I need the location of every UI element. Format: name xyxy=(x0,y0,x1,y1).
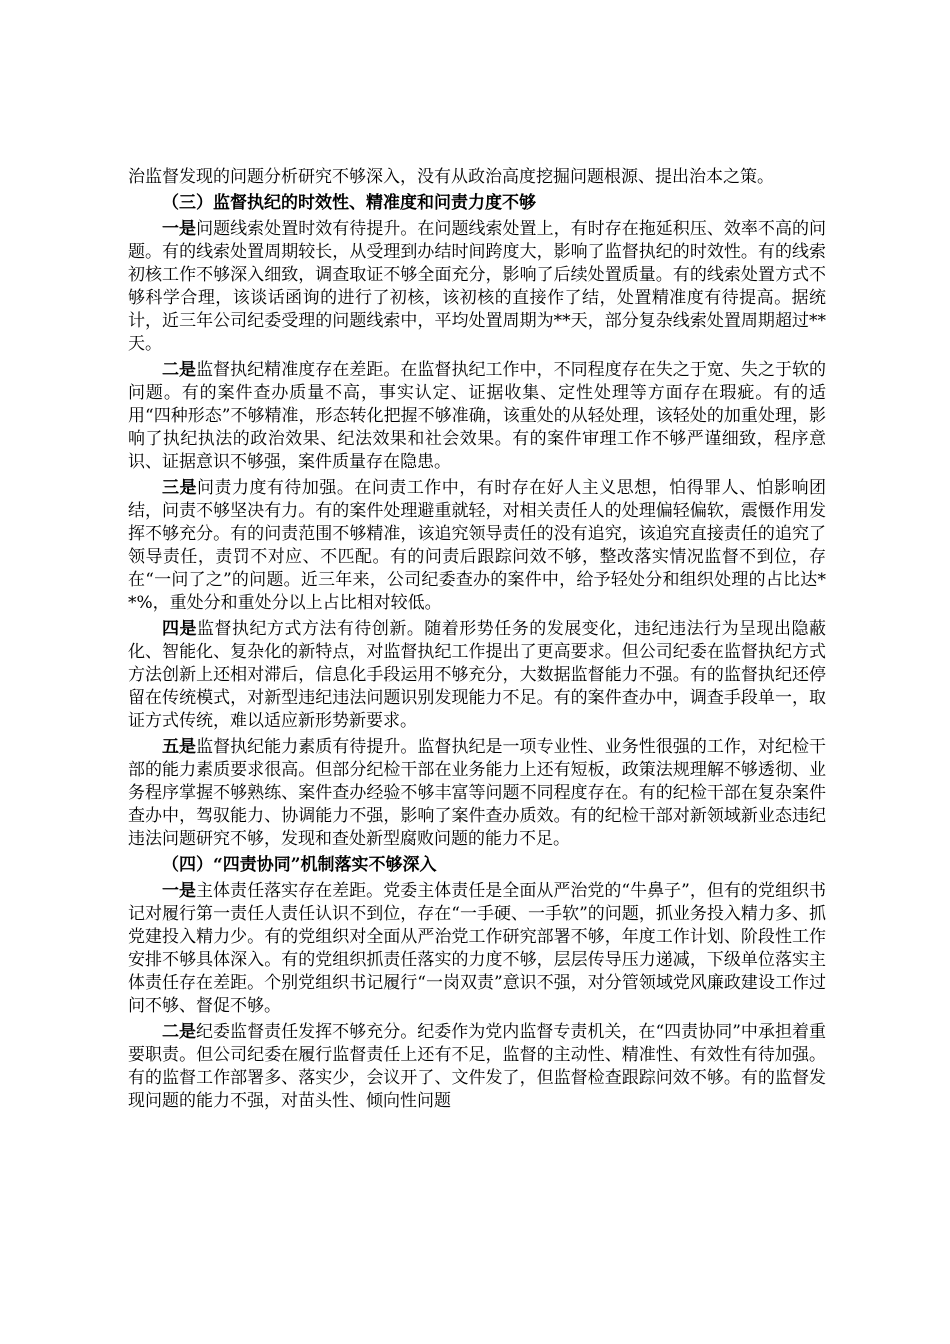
paragraph-lead: 二是 xyxy=(162,1022,197,1042)
paragraph-lead: 一是 xyxy=(162,219,197,239)
paragraph-body: 问责力度有待加强。在问责工作中，有时存在好人主义思想，怕得罪人、怕影响团结，问责不够坚决有力。有的案件处理避重就轻，对相关责任人的处理偏轻偏软，震慑作用发挥不够充分。有的问责范围不够精准，该追究领导责任的没有追究，该追究直接责任的追究了领导责任，责罚不对应、不匹配。有的问责后跟踪问效不够，整改落实情况监督不到位，存在“一问了之”的问题。近三年来，公司纪委查办的案件中，给予轻处分和组织处理的占比达**%，重处分和重处分以上占比相对较低。 xyxy=(128,478,827,613)
paragraph-item-4 xyxy=(128,618,826,733)
paragraph-item-2 xyxy=(128,359,826,474)
paragraph-lead: 三是 xyxy=(162,478,197,498)
paragraph-body: 纪委监督责任发挥不够充分。纪委作为党内监督专责机关，在“四责协同”中承担着重要职责。但公司纪委在履行监督责任上还有不足，监督的主动性、精准性、有效性有待加强。有的监督工作部署多、落实少，会议开了、文件发了，但监督检查跟踪问效不够。有的监督发现问题的能力不强，对苗头性、倾向性问题 xyxy=(128,1022,826,1111)
paragraph-item-1 xyxy=(128,218,826,356)
paragraph-body: 主体责任落实存在差距。党委主体责任是全面从严治党的“牛鼻子”，但有的党组织书记对履行第一责任人责任认识不到位，存在“一手硬、一手软”的问题，抓业务投入精力多、抓党建投入精力少。有的党组织对全面从严治党工作研究部署不够，年度工作计划、阶段性工作安排不够具体深入。有的党组织抓责任落实的力度不够，层层传导压力递减，下级单位落实主体责任存在差距。个别党组织书记履行“一岗双责”意识不强，对分管领域党风廉政建设工作过问不够、督促不够。 xyxy=(128,881,826,1016)
paragraph-lead: 二是 xyxy=(162,360,197,380)
paragraph-lead: 四是 xyxy=(162,619,197,639)
paragraph-item-5 xyxy=(128,736,826,851)
paragraph-continuation xyxy=(128,166,826,189)
paragraph-body: 监督执纪能力素质有待提升。监督执纪是一项专业性、业务性很强的工作，对纪检干部的能力素质要求很高。但部分纪检干部在业务能力上还有短板，政策法规理解不够透彻、业务程序掌握不够熟练、案件查办经验不够丰富等问题不同程度存在。有的纪检干部在复杂案件查办中，驾驭能力、协调能力不强，影响了案件查办质效。有的纪检干部对新领域新业态违纪违法问题研究不够，发现和查处新型腐败问题的能力不足。 xyxy=(128,737,827,849)
paragraph-lead: 一是 xyxy=(162,881,197,901)
paragraph-item-7 xyxy=(128,1021,826,1113)
document-page xyxy=(128,166,826,1113)
section-heading-4: （四）“四责协同”机制落实不够深入 xyxy=(162,855,437,875)
paragraph-lead: 五是 xyxy=(162,737,197,757)
section-heading-3: （三）监督执纪的时效性、精准度和问责力度不够 xyxy=(162,193,536,213)
paragraph-item-6 xyxy=(128,880,826,1018)
paragraph-body: 监督执纪方式方法有待创新。随着形势任务的发展变化，违纪违法行为呈现出隐蔽化、智能化、复杂化的新特点，对监督执纪工作提出了更高要求。但公司纪委在监督执纪方式方法创新上还相对滞后，信息化手段运用不够充分，大数据监督能力不强。有的监督执纪还停留在传统模式，对新型违纪违法问题识别发现能力不足。有的案件查办中，调查手段单一，取证方式传统，难以适应新形势新要求。 xyxy=(128,619,827,731)
paragraph-body: 问题线索处置时效有待提升。在问题线索处置上，有时存在拖延积压、效率不高的问题。有的线索处置周期较长，从受理到办结时间跨度大，影响了监督执纪的时效性。有的线索初核工作不够深入细致，调查取证不够全面充分，影响了后续处置质量。有的线索处置方式不够科学合理，该谈话函询的进行了初核，该初核的直接作了结，处置精准度有待提高。据统计，近三年公司纪委受理的问题线索中，平均处置周期为**天，部分复杂线索处置周期超过**天。 xyxy=(128,219,827,354)
paragraph-item-3 xyxy=(128,477,826,615)
paragraph-body: 治监督发现的问题分析研究不够深入，没有从政治高度挖掘问题根源、提出治本之策。 xyxy=(128,167,774,187)
paragraph-body: 监督执纪精准度存在差距。在监督执纪工作中，不同程度存在失之于宽、失之于软的问题。有的案件查办质量不高，事实认定、证据收集、定性处理等方面存在瑕疵。有的适用“四种形态”不够精准，形态转化把握不够准确，该重处的从轻处理，该轻处的加重处理，影响了执纪执法的政治效果、纪法效果和社会效果。有的案件审理工作不够严谨细致，程序意识、证据意识不够强，案件质量存在隐患。 xyxy=(128,360,827,472)
